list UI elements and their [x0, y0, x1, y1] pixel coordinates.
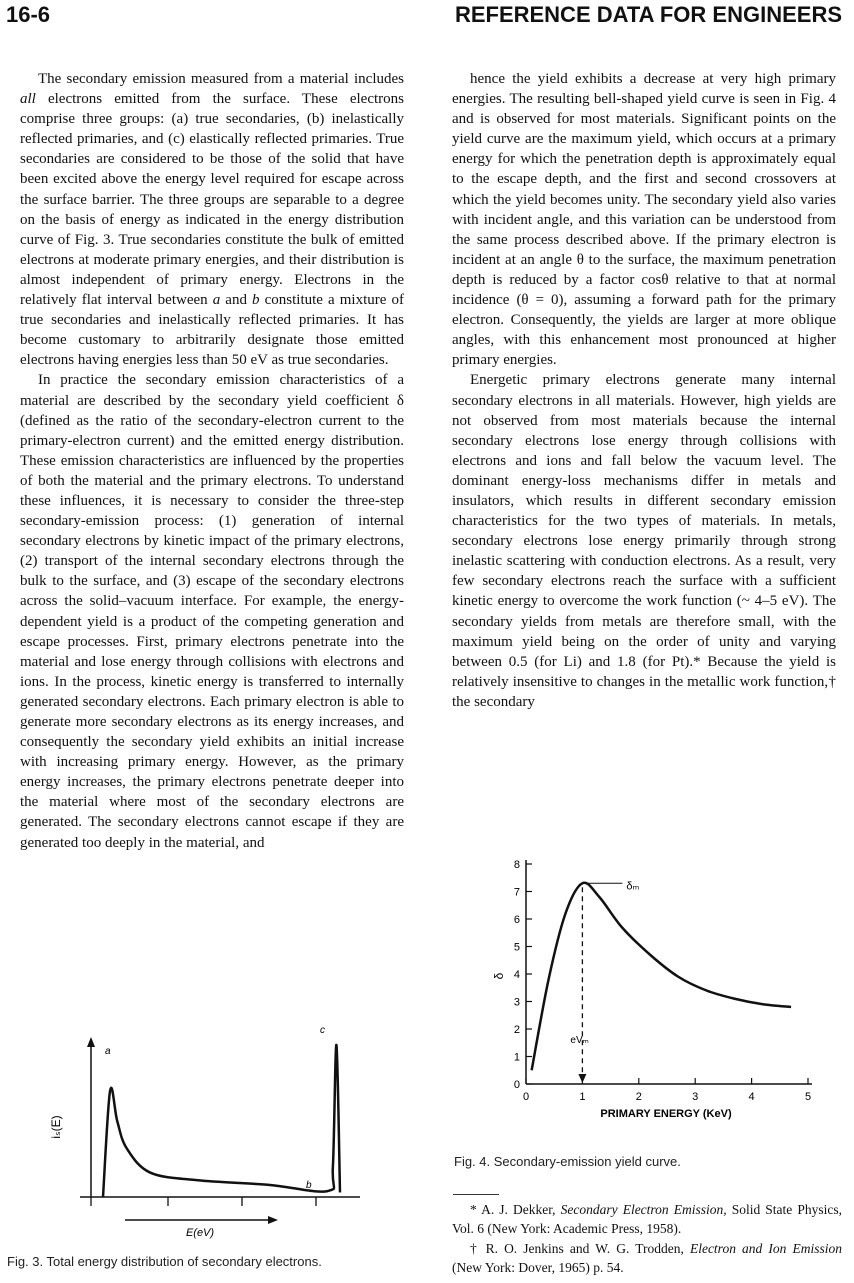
paragraph: hence the yield exhibits a decrease at very high primary energies. The resulting bell-shaped yield curve is seen in Fig. 4 and is observed for most materials. Significant points on the yield curve are the maximum yield, which occurs at a primary energy for which the penetration depth is approximately equal to the escape depth, and the first and second crossovers at which the yield becomes unity. The secondary yield also varies with incident angle, and this variation can be understood from the same process described above. If the primary electron is incident at an angle θ to the surface, the maximum penetration depth is reduced by a factor cosθ relative to that at normal incidence (θ = 0), assuming a forward path for the primary electron. Consequently, the yields are larger at more oblique angles, with this enhancement most pronounced at higher primary energies.	[452, 71, 836, 369]
fig4-caption: Fig. 4. Secondary-emission yield curve.	[454, 1154, 681, 1169]
fig4-peak-arrow	[578, 1074, 586, 1083]
fig3-y-axis-arrow	[87, 1037, 95, 1047]
running-header: REFERENCE DATA FOR ENGINEERS	[454, 2, 842, 27]
footnote-2-title: Electron and Ion Emission	[689, 1241, 842, 1256]
paragraph: In practice the secondary emission characteristics of a material are described by the secondary yield coefficient δ (defined as the ratio of the secondary-electron current to the primary-electron current) and the emitted energy distribution. These emission characteristics are influenced by the properties of both the material and the primary electrons. To understand these influences, it is necessary to consider the three-step secondary-emission process: (1) generation of internal secondary electrons by kinetic impact of the primary electrons, (2) transport of the internal secondary electrons through the bulk to the surface, and (3) escape of the secondary electrons across the solid–vacuum interface. For example, the energy-dependent yield is a product of the competing generation and escape processes. First, primary electrons penetrate into the material and lose energy through collisions with electrons and ions. In the process, kinetic energy is transferred to internally generated secondary electrons. Each primary electron is able to generate more secondary electrons as its energy increases, and consequently the secondary yield exhibits an initial increase with increasing primary energy. However, as the primary energy increases, the primary electrons penetrate deeper into the material where most of the secondary electrons are generated. The secondary electrons cannot escape if they are generated too deeply in the material, and	[20, 372, 404, 851]
right-column	[452, 69, 836, 712]
footnote-1-title: Secondary Electron Emission,	[560, 1202, 727, 1217]
fig4-x-tick-label: 4	[748, 1091, 755, 1103]
paragraph	[20, 69, 404, 370]
fig3-caption: Fig. 3. Total energy distribution of secondary electrons.	[7, 1254, 322, 1269]
footnote-1-rest: Solid State Physics, Vol. 6 (New York: Academic Press, 1958).	[452, 1202, 843, 1236]
text-run: and	[220, 292, 253, 309]
fig3-xlabel: E(eV)	[185, 1227, 215, 1239]
fig3-energy-distribution-chart	[20, 1015, 380, 1250]
fig3-label-b: b	[306, 1180, 312, 1191]
fig4-y-tick-label: 7	[513, 886, 520, 899]
fig4-x-tick-label: 3	[692, 1091, 699, 1103]
fig4-evm-label: eVₘ	[570, 1034, 589, 1046]
fig4-y-tick-label: 0	[513, 1079, 520, 1091]
footnote-2-lead: † R. O. Jenkins and W. G. Trodden,	[470, 1241, 690, 1256]
fig4-y-tick-label: 5	[513, 941, 520, 954]
footnote-1-lead: * A. J. Dekker,	[470, 1202, 561, 1217]
fig4-y-tick-label: 4	[513, 969, 520, 981]
text-run: constitute a mixture of true secondaries and inelastically reflected primaries. It has become customary to arbitrarily designate those emitted electrons having energies less than 50 eV as true secondaries.	[20, 292, 404, 369]
fig4-y-tick-label: 8	[513, 859, 520, 871]
footnote-1	[452, 1200, 842, 1238]
fig4-y-tick-label: 1	[513, 1051, 520, 1064]
fig4-y-tick-label: 6	[513, 914, 520, 926]
fig4-x-tick-label: 2	[635, 1091, 642, 1103]
fig4-y-tick-label: 2	[513, 1024, 520, 1036]
fig4-y-tick-label: 3	[513, 996, 520, 1009]
footnote-2	[452, 1239, 842, 1277]
fig4-yield-curve-chart	[490, 852, 830, 1122]
fig3-ylabel: iₛ(E)	[49, 1115, 63, 1139]
variable: b	[252, 292, 260, 309]
footnote-rule	[453, 1194, 499, 1195]
fig4-xlabel: PRIMARY ENERGY (KeV)	[600, 1108, 732, 1120]
fig3-label-a: a	[105, 1046, 111, 1057]
fig4-x-tick-label: 1	[579, 1091, 586, 1103]
fig4-ylabel: δ	[492, 972, 506, 980]
variable: a	[212, 292, 221, 309]
fig3-series-line	[103, 1045, 340, 1197]
text-run: electrons emitted from the surface. These electrons comprise three groups: (a) true secondaries, (b) inelastically reflected primaries, and (c) elastically reflected primaries. True secondaries are considered to be those of the solid that have been excited above the energy level required for escape across the surface barrier. The three groups are separable to a degree on the basis of energy as indicated in the energy distribution curve of Fig. 3. True secondaries constitute the bulk of emitted electrons at moderate primary energies, and their distribution is almost independent of primary energy. Electrons in the relatively flat interval between	[20, 91, 404, 309]
page-number: 16-6	[6, 2, 51, 27]
fig4-x-tick-label: 0	[522, 1091, 530, 1103]
fig3-label-c: c	[320, 1025, 325, 1036]
fig3-xlabel-arrow-head	[268, 1216, 278, 1224]
footnote-2-rest: (New York: Dover, 1965) p. 54.	[452, 1260, 624, 1275]
text-run: The secondary emission measured from a material includes	[38, 71, 404, 87]
fig4-x-tick-label: 5	[804, 1091, 812, 1103]
left-column	[20, 69, 404, 853]
fig4-delta-m-label: δₘ	[626, 880, 640, 893]
paragraph: Energetic primary electrons generate many internal secondary electrons in all materials. However, high yields are not observed from most materials because the internal secondary electrons lose energy through collisions with electrons and ions and fall below the vacuum level. The dominant energy-loss mechanisms differ in metals and insulators, which results in different secondary emission characteristics for the two types of materials. In metals, secondary electrons lose energy primarily through strong inelastic scattering with conduction electrons. As a result, very few secondary electrons reach the surface with a sufficient kinetic energy to overcome the work function (~ 4–5 eV). The secondary yields from metals are therefore small, with the maximum yield being on the order of unity and varying between 0.5 (for Li) and 1.8 (for Pt).* Because the yield is relatively insensitive to changes in the metallic work function,† the secondary	[452, 372, 836, 710]
emphasis: all	[20, 91, 36, 108]
